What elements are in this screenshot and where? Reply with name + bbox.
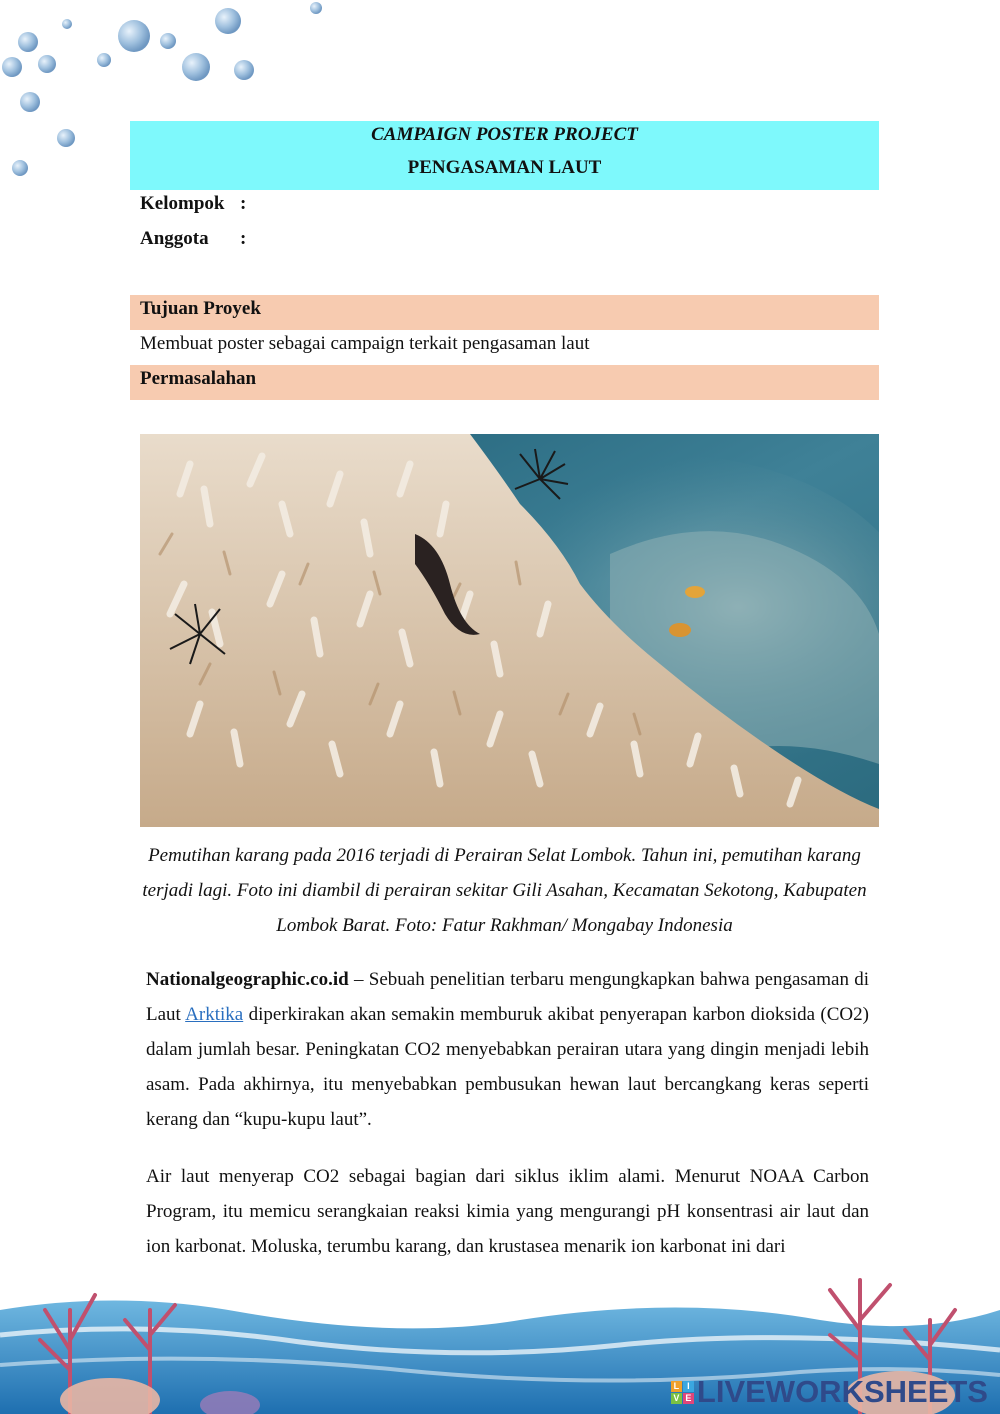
tujuan-text: Membuat poster sebagai campaign terkait pengasaman laut xyxy=(140,333,590,354)
liveworksheets-logo-icon xyxy=(671,1381,694,1404)
tujuan-title: Tujuan Proyek xyxy=(140,298,261,319)
article-dash: – xyxy=(348,969,369,990)
article-p1-part-a: Sebuah penelitian terbaru mengungkapkan bahwa pengasaman di Laut xyxy=(146,969,870,1025)
anggota-colon: : xyxy=(240,228,247,249)
article-source: Nationalgeographic.co.id xyxy=(146,969,349,990)
kelompok-field xyxy=(140,191,247,217)
document-title: CAMPAIGN POSTER PROJECT xyxy=(371,124,638,145)
kelompok-colon: : xyxy=(240,193,247,214)
photo-caption: Pemutihan karang pada 2016 terjadi di Perairan Selat Lombok. Tahun ini, pemutihan karang terjadi lagi. Foto ini diambil di perairan sekitar Gili Asahan, Kecamatan Sekotong, Kabupaten Lombok Barat. Foto: Fatur Rakhman/ Mongabay Indonesia xyxy=(142,845,867,936)
article-p1-part-b: diperkirakan akan semakin memburuk akibat penyerapan karbon dioksida (CO2) dalam jumlah besar. Peningkatan CO2 menyebabkan perairan utara yang dingin menjadi lebih asam. Pada akhirnya, itu menyebabkan pembusukan hewan laut bercangkang keras seperti kerang dan “kupu-kupu laut”. xyxy=(146,1004,869,1130)
logo-letter: L xyxy=(671,1381,682,1392)
coral-bleaching-photo xyxy=(140,434,879,827)
watermark-text: LIVEWORKSHEETS xyxy=(696,1374,988,1409)
logo-letter: I xyxy=(683,1381,694,1392)
arktika-link[interactable]: Arktika xyxy=(185,1004,244,1025)
logo-letter: E xyxy=(683,1393,694,1404)
permasalahan-title: Permasalahan xyxy=(140,368,257,389)
liveworksheets-watermark xyxy=(671,1374,988,1410)
document-subtitle: PENGASAMAN LAUT xyxy=(407,157,602,178)
kelompok-label: Kelompok xyxy=(140,193,225,214)
article-paragraph-2: Air laut menyerap CO2 sebagai bagian dari siklus iklim alami. Menurut NOAA Carbon Program, itu memicu serangkaian reaksi kimia yang mengurangi pH konsentrasi air laut dan ion karbonat. Moluska, terumbu karang, dan krustasea menarik ion karbonat ini dari xyxy=(146,1166,869,1257)
logo-letter: V xyxy=(671,1393,682,1404)
anggota-field xyxy=(140,226,247,252)
article-paragraph-1 xyxy=(146,962,869,1137)
anggota-label: Anggota xyxy=(140,228,209,249)
